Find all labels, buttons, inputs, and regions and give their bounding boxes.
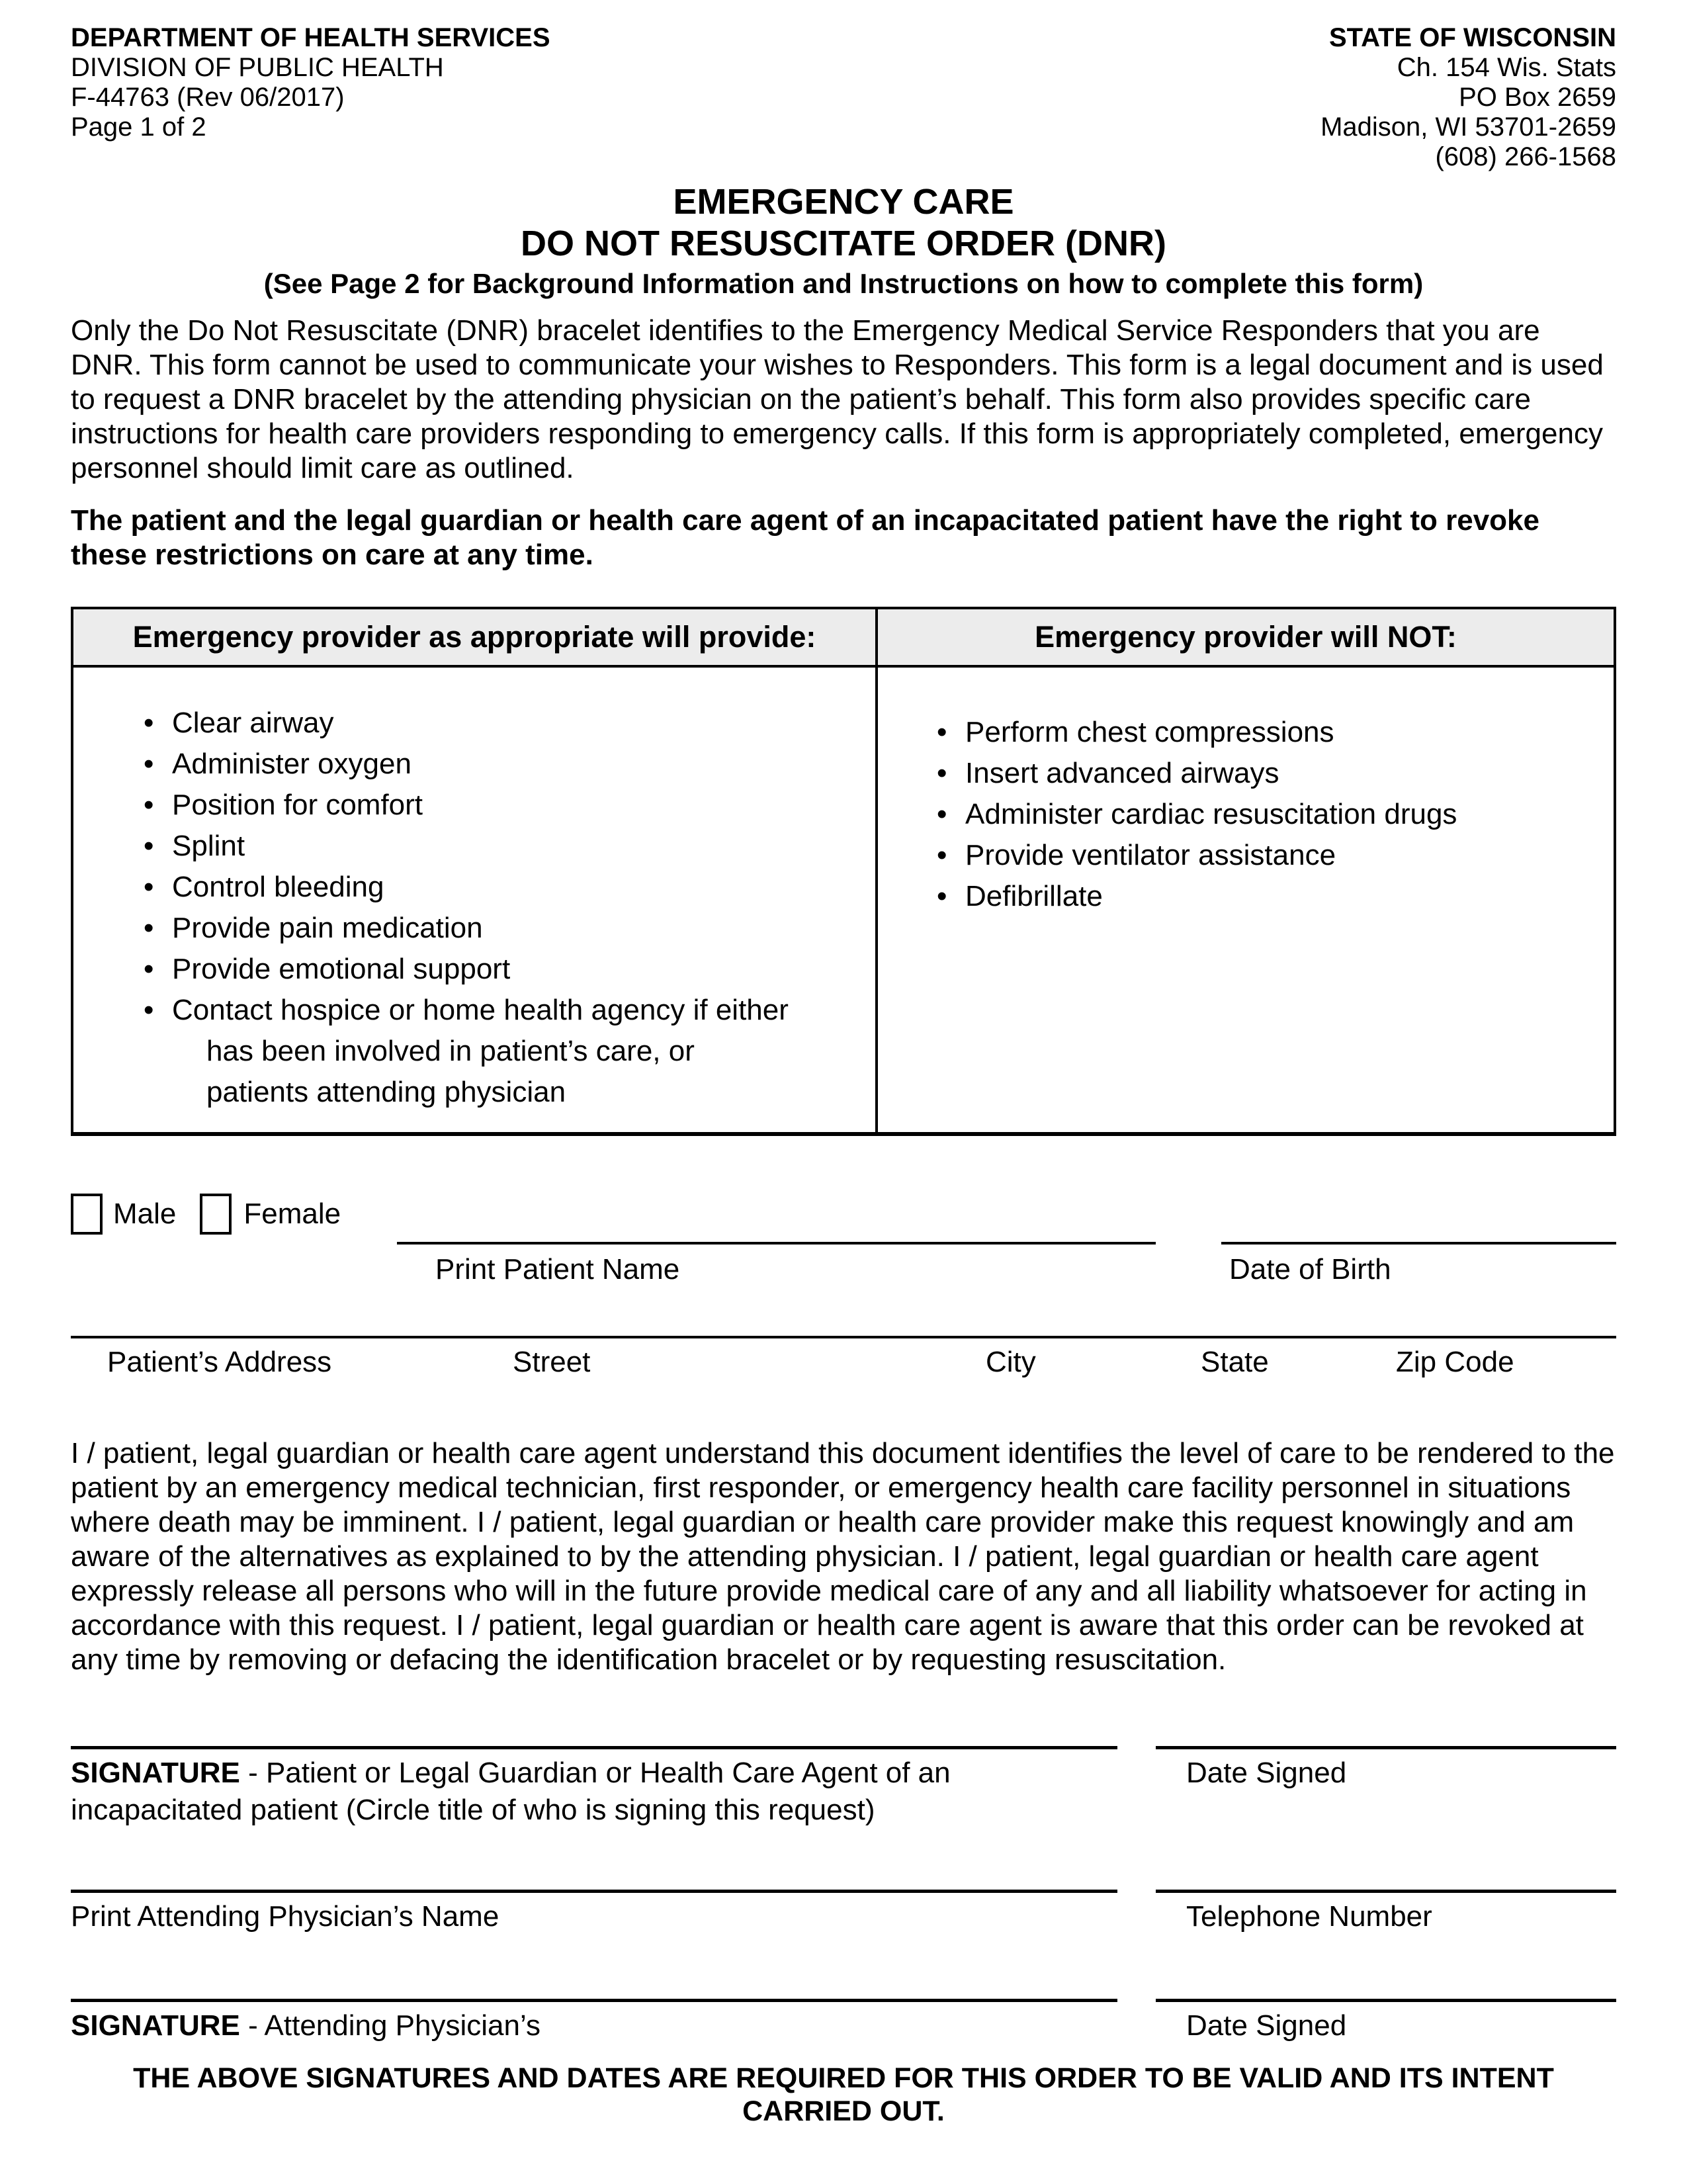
patient-address-label: Patient’s Address	[107, 1346, 332, 1378]
provide-cell	[72, 666, 877, 1134]
patient-name-dob-row	[71, 1235, 1616, 1336]
care-instructions-table	[71, 607, 1616, 1136]
date-of-birth-field[interactable]	[1221, 1242, 1616, 1245]
phone-number: (608) 266-1568	[1435, 142, 1616, 171]
list-item: • Defibrillate	[937, 876, 1600, 917]
list-item: • Position for comfort	[144, 785, 861, 826]
division-name: DIVISION OF PUBLIC HEALTH	[71, 53, 444, 82]
form-number: F-44763 (Rev 06/2017)	[71, 83, 345, 112]
patient-name-field[interactable]	[397, 1242, 1156, 1245]
signature-label-rest: - Attending Physician’s	[239, 2009, 541, 2042]
form-title-line1: EMERGENCY CARE	[673, 182, 1014, 222]
female-checkbox-label: Female	[243, 1198, 341, 1230]
list-item: • Provide ventilator assistance	[937, 835, 1600, 876]
physician-name-label: Print Attending Physician’s Name	[71, 1900, 499, 1933]
list-item-continuation: patients attending physician	[206, 1076, 566, 1108]
male-checkbox[interactable]	[71, 1194, 103, 1235]
patient-address-row	[71, 1336, 1616, 1410]
list-item: • Control bleeding	[144, 867, 861, 908]
street-label: Street	[513, 1346, 591, 1378]
provide-list	[144, 703, 861, 1113]
form-title-note: (See Page 2 for Background Information and Instructions on how to complete this form)	[263, 268, 1424, 299]
female-checkbox[interactable]	[200, 1194, 232, 1235]
agency-block	[71, 23, 550, 172]
signatures-required-note: THE ABOVE SIGNATURES AND DATES ARE REQUIRED FOR THIS ORDER TO BE VALID AND ITS INTENT CARRIED OUT.	[133, 2062, 1554, 2127]
signature-word: SIGNATURE	[71, 1757, 240, 1789]
list-item	[144, 990, 861, 1113]
list-item: • Insert advanced airways	[937, 753, 1600, 794]
state-name: STATE OF WISCONSIN	[1328, 23, 1616, 52]
acknowledgement-paragraph: I / patient, legal guardian or health care agent understand this document identifies the level of care to be rendered to the patient by an emergency medical technician, first responder, or emergency health care facility personnel in situations where death may be imminent. I / patient, legal guardian or health care provider make this request knowingly and am aware of the alternatives as explained to by the attending physician. I / patient, legal guardian or health care agent expressly release all persons who will in the future provide medical care of any and all liability whatsoever for acting in accordance with this request. I / patient, legal guardian or health care agent is aware that this order can be revoked at any time by removing or defacing the identification bracelet or by requesting resuscitation.	[71, 1437, 1615, 1676]
form-title-line2: DO NOT RESUSCITATE ORDER (DNR)	[521, 224, 1166, 263]
male-checkbox-label: Male	[113, 1198, 177, 1230]
physician-name-row	[71, 1890, 1616, 1935]
sex-selection-row	[71, 1193, 1616, 1235]
intro-paragraph: Only the Do Not Resuscitate (DNR) bracelet identifies to the Emergency Medical Service Responders that you are DNR. This form cannot be used to communicate your wishes to Responders. This form is a legal document and is used to request a DNR bracelet by the attending physician on the patient’s behalf. This form also provides specific care instructions for health care providers responding to emergency calls. If this form is appropriately completed, emergency personnel should limit care as outlined.	[71, 314, 1604, 484]
provide-column-header: Emergency provider as appropriate will provide:	[72, 608, 877, 666]
list-item: • Splint	[144, 826, 861, 867]
patient-name-label: Print Patient Name	[435, 1253, 680, 1286]
letterhead	[71, 23, 1616, 172]
agency-name: DEPARTMENT OF HEALTH SERVICES	[71, 23, 550, 52]
rights-statement: The patient and the legal guardian or health care agent of an incapacitated patient have the right to revoke these restrictions on care at any time.	[71, 504, 1540, 571]
po-box: PO Box 2659	[1459, 83, 1616, 112]
list-item: • Perform chest compressions	[937, 712, 1600, 753]
list-item: • Administer cardiac resuscitation drugs	[937, 794, 1600, 835]
date-signed-field-1[interactable]	[1156, 1746, 1616, 1829]
patient-address-field[interactable]	[71, 1336, 1616, 1338]
will-not-cell	[877, 666, 1615, 1134]
care-table-body-row	[72, 666, 1615, 1134]
statute-reference: Ch. 154 Wis. Stats	[1397, 53, 1616, 82]
list-item-text: Contact hospice or home health agency if either	[172, 994, 789, 1026]
physician-signature-row	[71, 1999, 1616, 2044]
page-number: Page 1 of 2	[71, 112, 206, 142]
care-table-header-row	[72, 608, 1615, 666]
will-not-list	[937, 712, 1600, 917]
title-block	[71, 181, 1616, 300]
patient-signature-label	[71, 1749, 1017, 1829]
list-item: • Provide pain medication	[144, 908, 861, 949]
date-signed-label-2: Date Signed	[1186, 2009, 1347, 2042]
signature-label-rest: - Patient or Legal Guardian or Health Care Agent of an incapacitated patient (Circle title of who is signing this request)	[71, 1757, 951, 1826]
telephone-number-label: Telephone Number	[1186, 1900, 1432, 1933]
list-item: • Clear airway	[144, 703, 861, 744]
list-item: • Administer oxygen	[144, 744, 861, 785]
zip-code-label: Zip Code	[1396, 1346, 1514, 1378]
date-signed-field-2[interactable]	[1156, 1999, 1616, 2044]
telephone-number-field[interactable]	[1156, 1890, 1616, 1935]
city-state-zip: Madison, WI 53701-2659	[1320, 112, 1616, 142]
patient-signature-field[interactable]	[71, 1746, 1117, 1829]
will-not-column-header: Emergency provider will NOT:	[877, 608, 1615, 666]
list-item: • Provide emotional support	[144, 949, 861, 990]
physician-signature-label	[71, 2002, 1017, 2044]
patient-signature-row	[71, 1746, 1616, 1829]
state-label: State	[1201, 1346, 1269, 1378]
list-item-continuation: has been involved in patient’s care, or	[206, 1035, 695, 1067]
signature-word: SIGNATURE	[71, 2009, 240, 2042]
state-block	[1320, 23, 1616, 172]
date-signed-label-1: Date Signed	[1186, 1757, 1347, 1789]
physician-name-field[interactable]	[71, 1890, 1117, 1935]
city-label: City	[986, 1346, 1036, 1378]
date-of-birth-label: Date of Birth	[1229, 1253, 1391, 1286]
physician-signature-field[interactable]	[71, 1999, 1117, 2044]
